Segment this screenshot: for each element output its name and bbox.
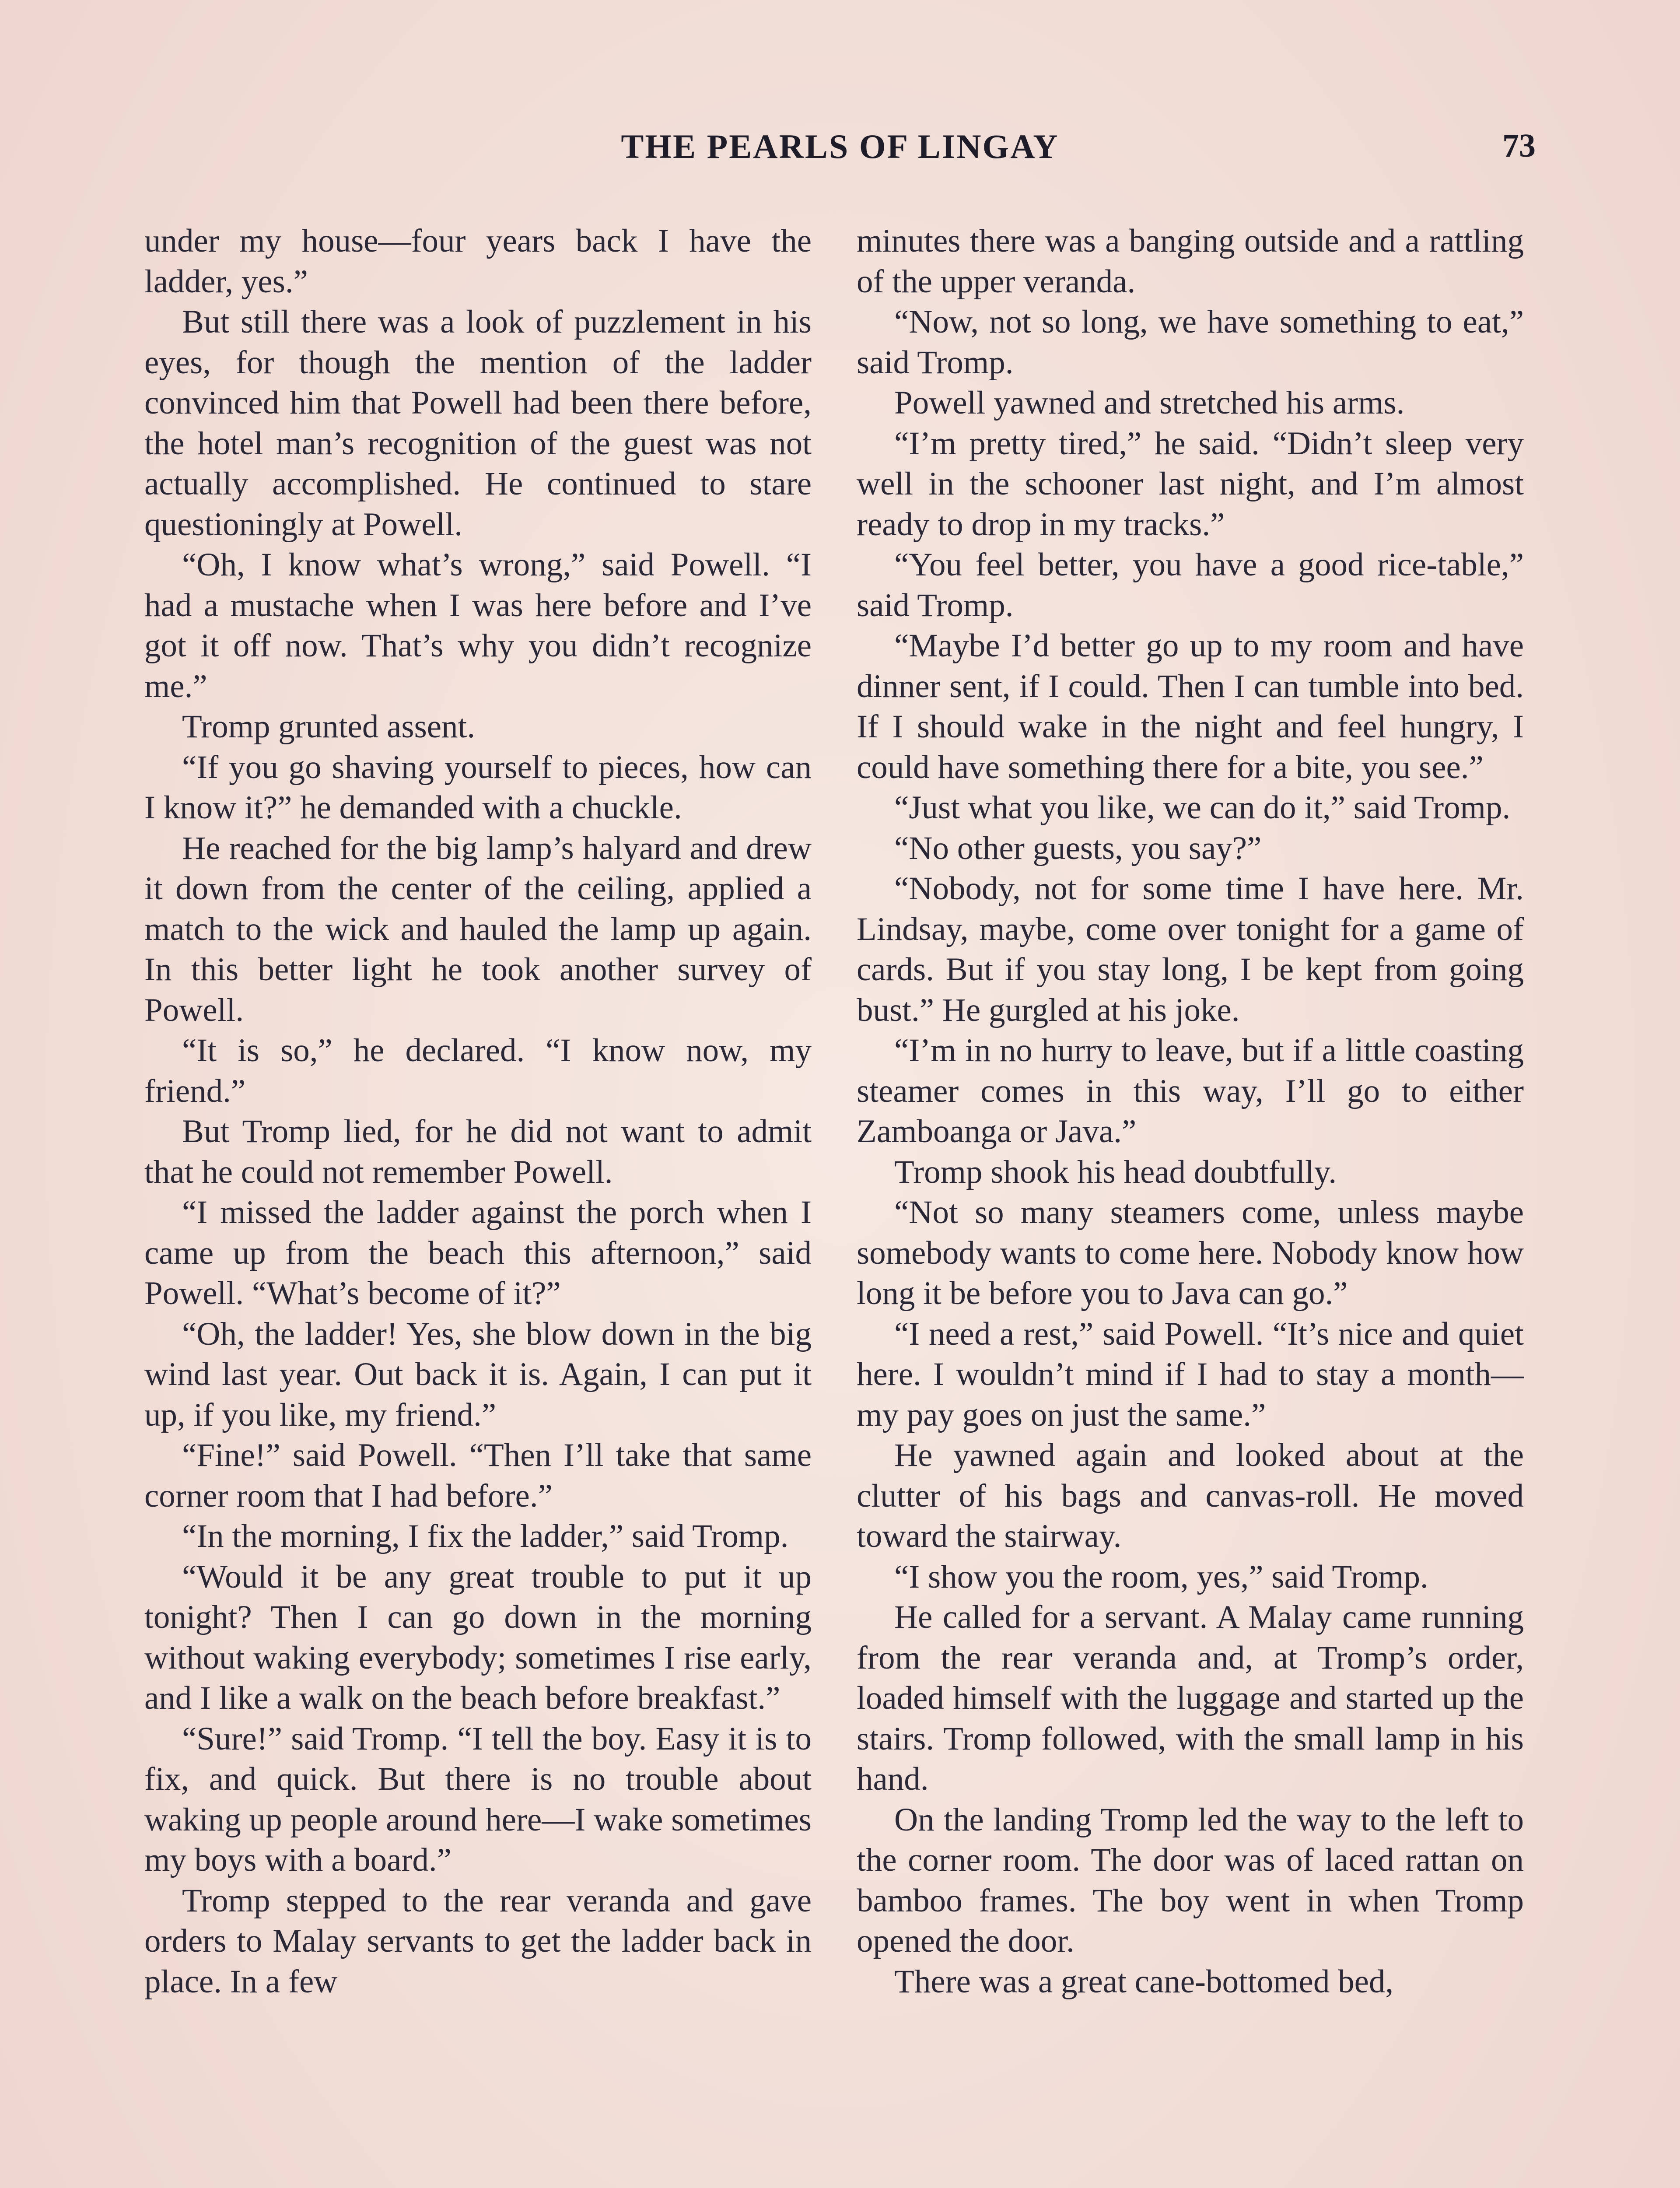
paragraph: “I’m pretty tired,” he said. “Didn’t sleep very well in the schooner last night, and I’m almost ready to drop in my tracks.” (857, 425, 1524, 543)
paragraph: “It is so,” he declared. “I know now, my friend.” (144, 1032, 812, 1109)
paragraph: “No other guests, you say?” (894, 830, 1262, 866)
paragraph: Powell yawned and stretched his arms. (894, 385, 1405, 421)
paragraph: “Just what you like, we can do it,” said Tromp. (894, 789, 1511, 826)
page-number: 73 (1502, 127, 1536, 164)
paragraph: “I need a rest,” said Powell. “It’s nice and quiet here. I wouldn’t mind if I had to stay a month—my pay goes on just the same.” (857, 1315, 1524, 1433)
right-column (857, 221, 1524, 2002)
paragraph: “Nobody, not for some time I have here. Mr. Lindsay, maybe, come over tonight for a game of cards. But if you stay long, I be kept from going bust.” He gurgled at his joke. (857, 870, 1524, 1028)
paragraph: “If you go shaving yourself to pieces, how can I know it?” he demanded with a chuckle. (144, 749, 812, 826)
paragraph: “I show you the room, yes,” said Tromp. (894, 1558, 1428, 1595)
paragraph: “Sure!” said Tromp. “I tell the boy. Easy it is to fix, and quick. But there is no trouble about waking up people around here—I wake sometimes my boys with a board.” (144, 1720, 812, 1878)
paragraph: But Tromp lied, for he did not want to admit that he could not remember Powell. (144, 1113, 812, 1190)
left-column (144, 221, 812, 2002)
paragraph: He yawned again and looked about at the clutter of his bags and canvas-roll. He moved toward the stairway. (857, 1437, 1524, 1554)
paragraph: “Fine!” said Powell. “Then I’ll take that same corner room that I had before.” (144, 1437, 812, 1514)
paragraph: He reached for the big lamp’s halyard and drew it down from the center of the ceiling, applied a match to the wick and hauled the lamp up again. In this better light he took another survey of Powell. (144, 830, 812, 1028)
paragraph: “Not so many steamers come, unless maybe somebody wants to come here. Nobody know how long it be before you to Java can go.” (857, 1194, 1524, 1311)
paragraph: Tromp stepped to the rear veranda and gave orders to Malay servants to get the ladder back in place. In a few (144, 1882, 812, 2000)
paragraph: minutes there was a banging outside and a rattling of the upper veranda. (857, 223, 1524, 300)
paragraph: “Maybe I’d better go up to my room and have dinner sent, if I could. Then I can tumble into bed. If I should wake in the night and feel hungry, I could have something there for a bite, you see.” (857, 628, 1524, 785)
paragraph: “I missed the ladder against the porch when I came up from the beach this afternoon,” said Powell. “What’s become of it?” (144, 1194, 812, 1311)
paragraph: “Would it be any great trouble to put it up tonight? Then I can go down in the morning without waking everybody; sometimes I rise early, and I like a walk on the beach before breakfast.” (144, 1558, 812, 1716)
paragraph: “In the morning, I fix the ladder,” said Tromp. (182, 1518, 789, 1554)
paragraph: “You feel better, you have a good rice-table,” said Tromp. (857, 547, 1524, 624)
page-header (144, 127, 1536, 179)
paragraph: There was a great cane-bottomed bed, (894, 1963, 1394, 2000)
paragraph: On the landing Tromp led the way to the left to the corner room. The door was of laced rattan on bamboo frames. The boy went in when Tromp opened the door. (857, 1801, 1524, 1959)
paragraph: “Now, not so long, we have something to eat,” said Tromp. (857, 304, 1524, 381)
paragraph: He called for a servant. A Malay came running from the rear veranda and, at Tromp’s order, loaded himself with the luggage and started up the stairs. Tromp followed, with the small lamp in his hand. (857, 1599, 1524, 1797)
paragraph: Tromp shook his head doubtfully. (894, 1154, 1337, 1190)
paragraph: under my house—four years back I have the ladder, yes.” (144, 223, 812, 300)
paragraph: Tromp grunted assent. (182, 708, 476, 745)
running-title: THE PEARLS OF LINGAY (621, 127, 1059, 165)
paragraph: But still there was a look of puzzlement in his eyes, for though the mention of the ladder convinced him that Powell had been there before, the hotel man’s recognition of the guest was not actually accomplished. He continued to stare questioningly at Powell. (144, 304, 812, 543)
paragraph: “Oh, the ladder! Yes, she blow down in the big wind last year. Out back it is. Again, I can put it up, if you like, my friend.” (144, 1315, 812, 1433)
paragraph: “Oh, I know what’s wrong,” said Powell. “I had a mustache when I was here before and I’ve got it off now. That’s why you didn’t recognize me.” (144, 547, 812, 705)
paragraph: “I’m in no hurry to leave, but if a little coasting steamer comes in this way, I’ll go to either Zamboanga or Java.” (857, 1032, 1524, 1150)
